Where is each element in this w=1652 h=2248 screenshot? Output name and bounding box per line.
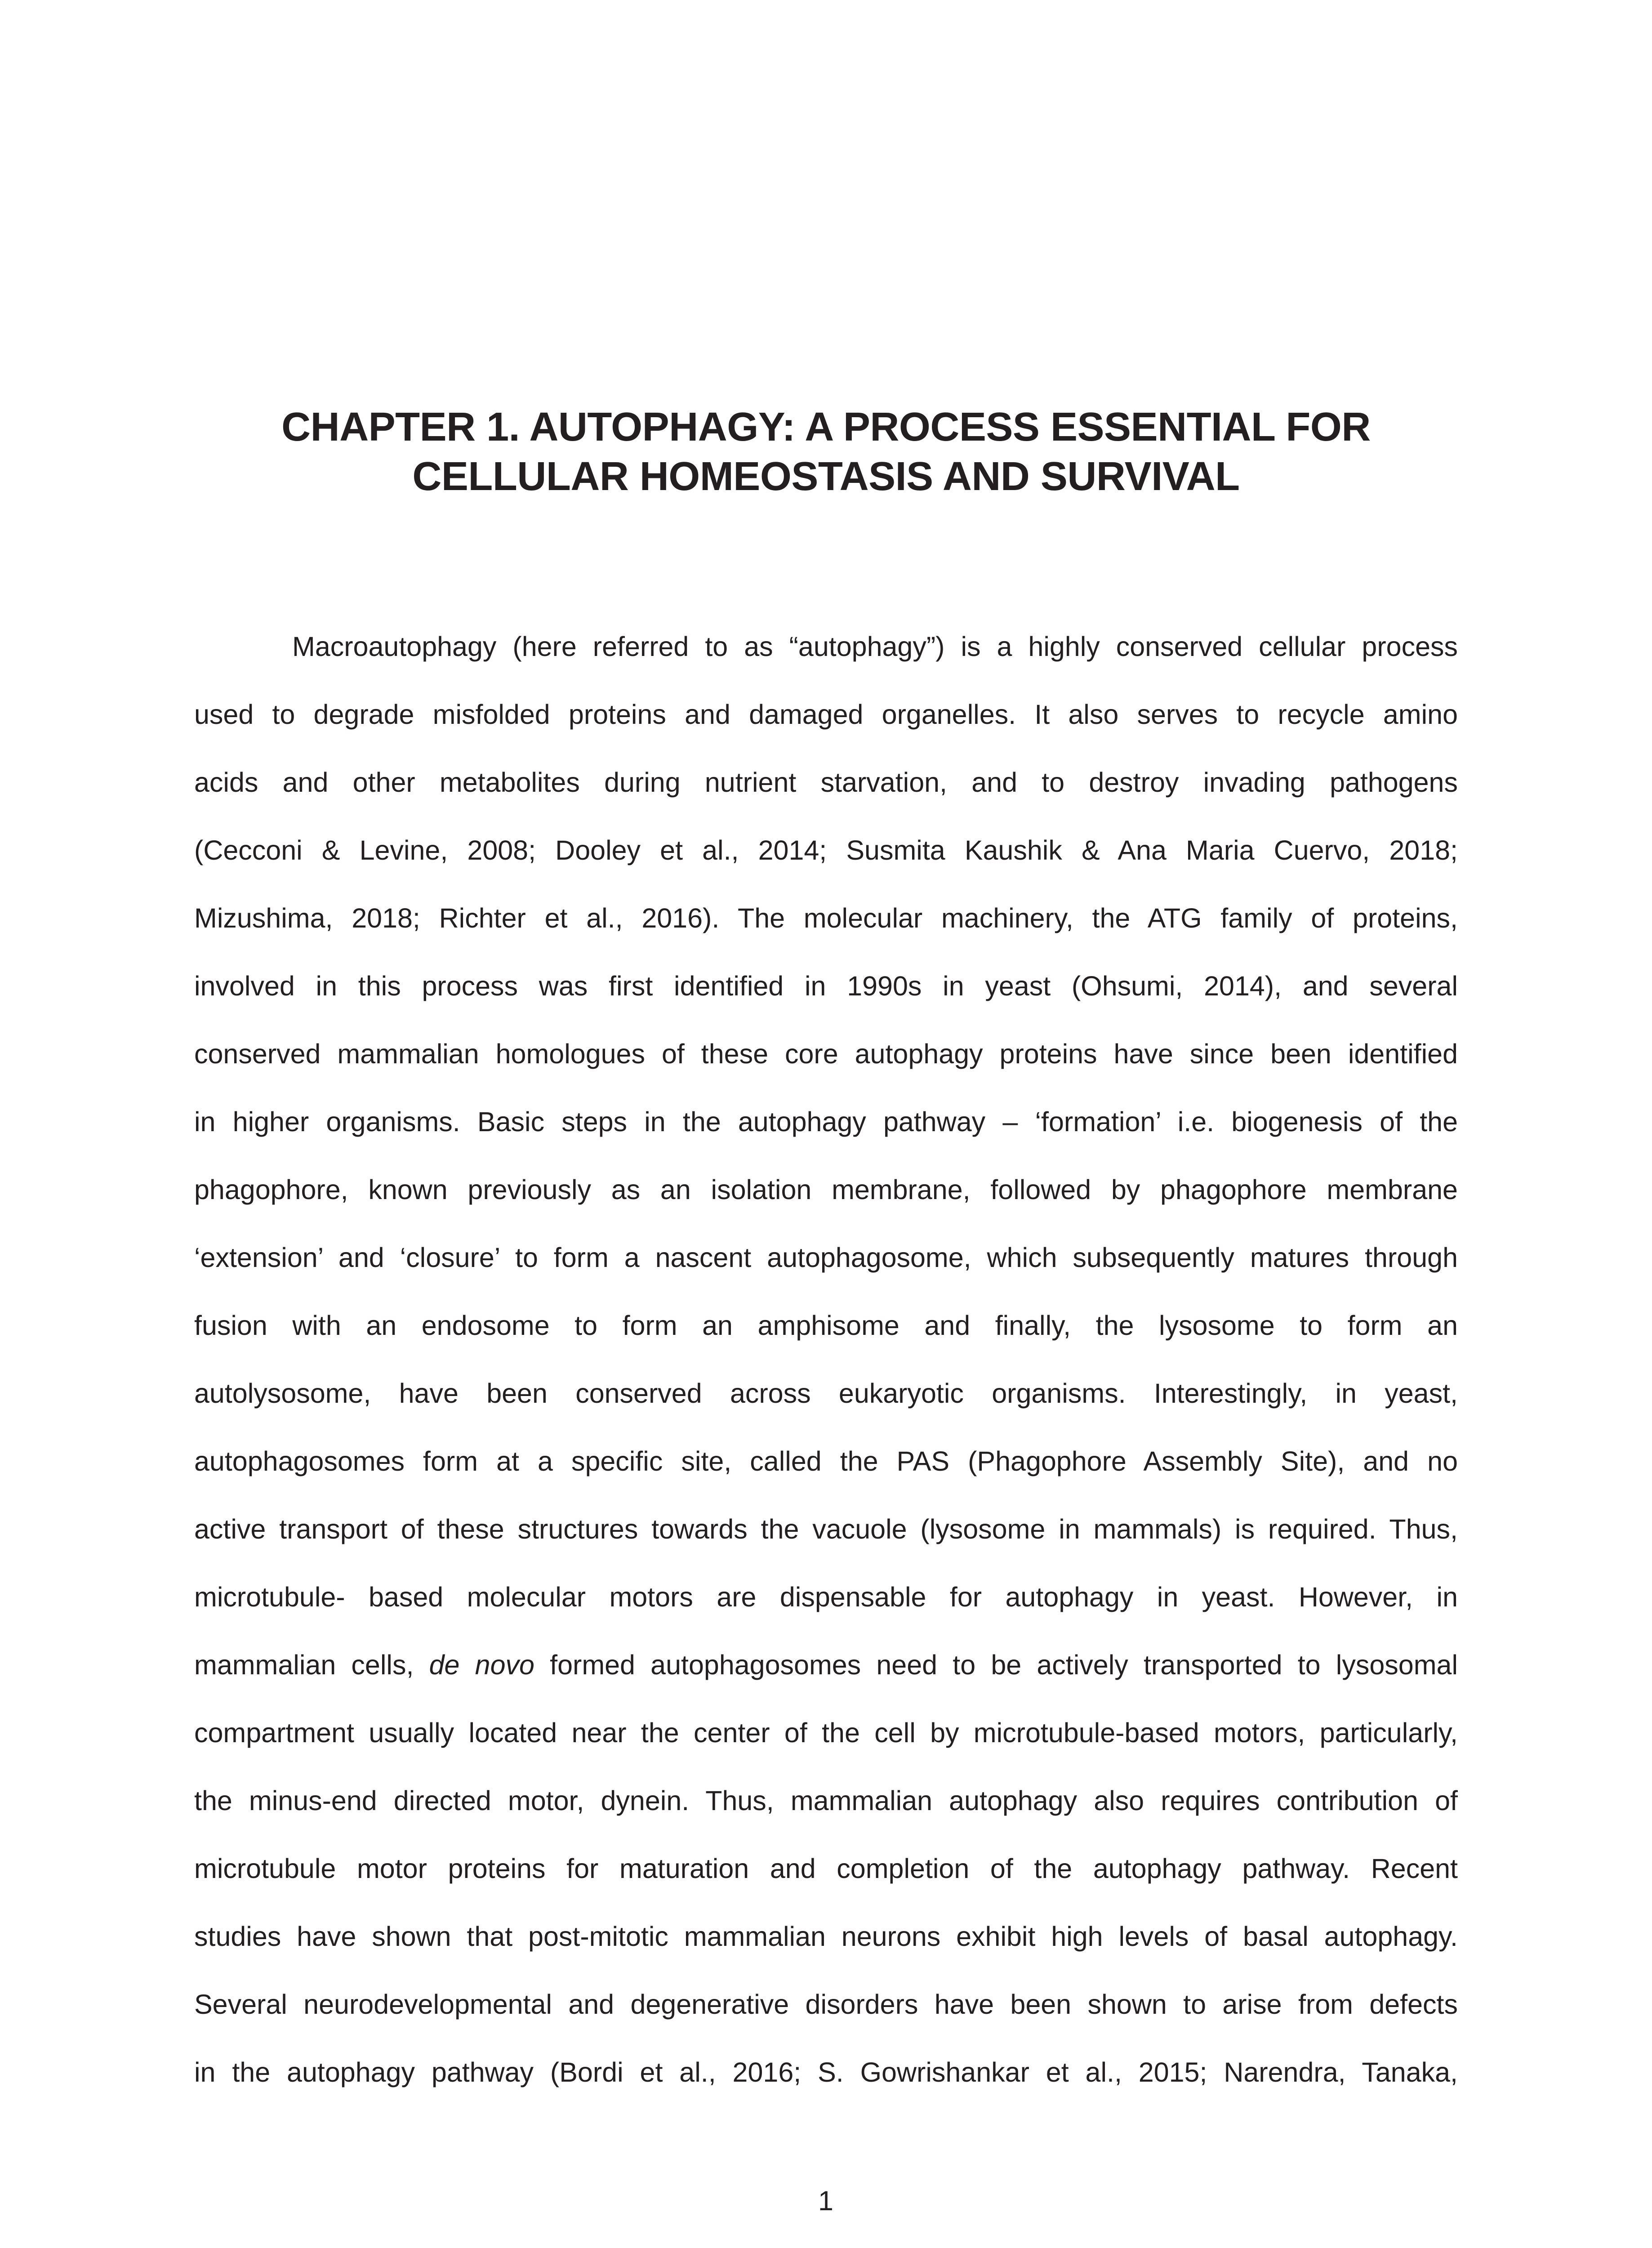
paragraph-line: used to degrade misfolded proteins and damaged organelles. It also serves to recycle amino <box>194 699 1458 730</box>
paragraph-line: active transport of these structures towards the vacuole (lysosome in mammals) is required. Thus, <box>194 1514 1458 1544</box>
paragraph-line: phagophore, known previously as an isolation membrane, followed by phagophore membrane <box>194 1174 1458 1205</box>
paragraph-line: involved in this process was first identified in 1990s in yeast (Ohsumi, 2014), and several <box>194 971 1458 1001</box>
paragraph-line: Several neurodevelopmental and degenerative disorders have been shown to arise from defects <box>194 1989 1458 2020</box>
body-paragraph <box>194 626 1458 2120</box>
paragraph-line-with-italic <box>194 1645 1458 1713</box>
chapter-title-line-1: CHAPTER 1. AUTOPHAGY: A PROCESS ESSENTIAL FOR <box>281 405 1371 450</box>
paragraph-line: in the autophagy pathway (Bordi et al., 2016; S. Gowrishankar et al., 2015; Narendra, Tanaka, <box>194 2057 1458 2087</box>
paragraph-line: Macroautophagy (here referred to as “autophagy”) is a highly conserved cellular process <box>292 631 1458 662</box>
chapter-title <box>193 402 1459 501</box>
chapter-title-line-2: CELLULAR HOMEOSTASIS AND SURVIVAL <box>412 454 1240 499</box>
paragraph-line: the minus-end directed motor, dynein. Thus, mammalian autophagy also requires contribution of <box>194 1785 1458 1816</box>
paragraph-line: compartment usually located near the center of the cell by microtubule-based motors, particularly, <box>194 1717 1458 1748</box>
paragraph-line: Mizushima, 2018; Richter et al., 2016). The molecular machinery, the ATG family of proteins, <box>194 903 1458 933</box>
paragraph-line: fusion with an endosome to form an amphisome and finally, the lysosome to form an <box>194 1310 1458 1341</box>
paragraph-line: acids and other metabolites during nutrient starvation, and to destroy invading pathogens <box>194 767 1458 798</box>
italic-term: de novo <box>429 1650 534 1680</box>
paragraph-line: (Cecconi & Levine, 2008; Dooley et al., 2014; Susmita Kaushik & Ana Maria Cuervo, 2018; <box>194 835 1458 865</box>
paragraph-line: in higher organisms. Basic steps in the autophagy pathway – ‘formation’ i.e. biogenesis of the <box>194 1106 1458 1137</box>
paragraph-line: conserved mammalian homologues of these core autophagy proteins have since been identified <box>194 1039 1458 1069</box>
page-number: 1 <box>818 2186 833 2216</box>
paragraph-line: microtubule motor proteins for maturation and completion of the autophagy pathway. Recent <box>194 1853 1458 1884</box>
line-text-before-italic: mammalian cells, <box>194 1650 429 1680</box>
paragraph-line: microtubule- based molecular motors are dispensable for autophagy in yeast. However, in <box>194 1582 1458 1612</box>
paragraph-line: studies have shown that post-mitotic mammalian neurons exhibit high levels of basal autophagy. <box>194 1921 1458 1952</box>
paragraph-line: autolysosome, have been conserved across eukaryotic organisms. Interestingly, in yeast, <box>194 1378 1458 1409</box>
paragraph-line: autophagosomes form at a specific site, called the PAS (Phagophore Assembly Site), and no <box>194 1446 1458 1476</box>
paragraph-line: ‘extension’ and ‘closure’ to form a nascent autophagosome, which subsequently matures through <box>194 1242 1458 1273</box>
line-text-after-italic: formed autophagosomes need to be actively transported to lysosomal <box>534 1650 1458 1680</box>
